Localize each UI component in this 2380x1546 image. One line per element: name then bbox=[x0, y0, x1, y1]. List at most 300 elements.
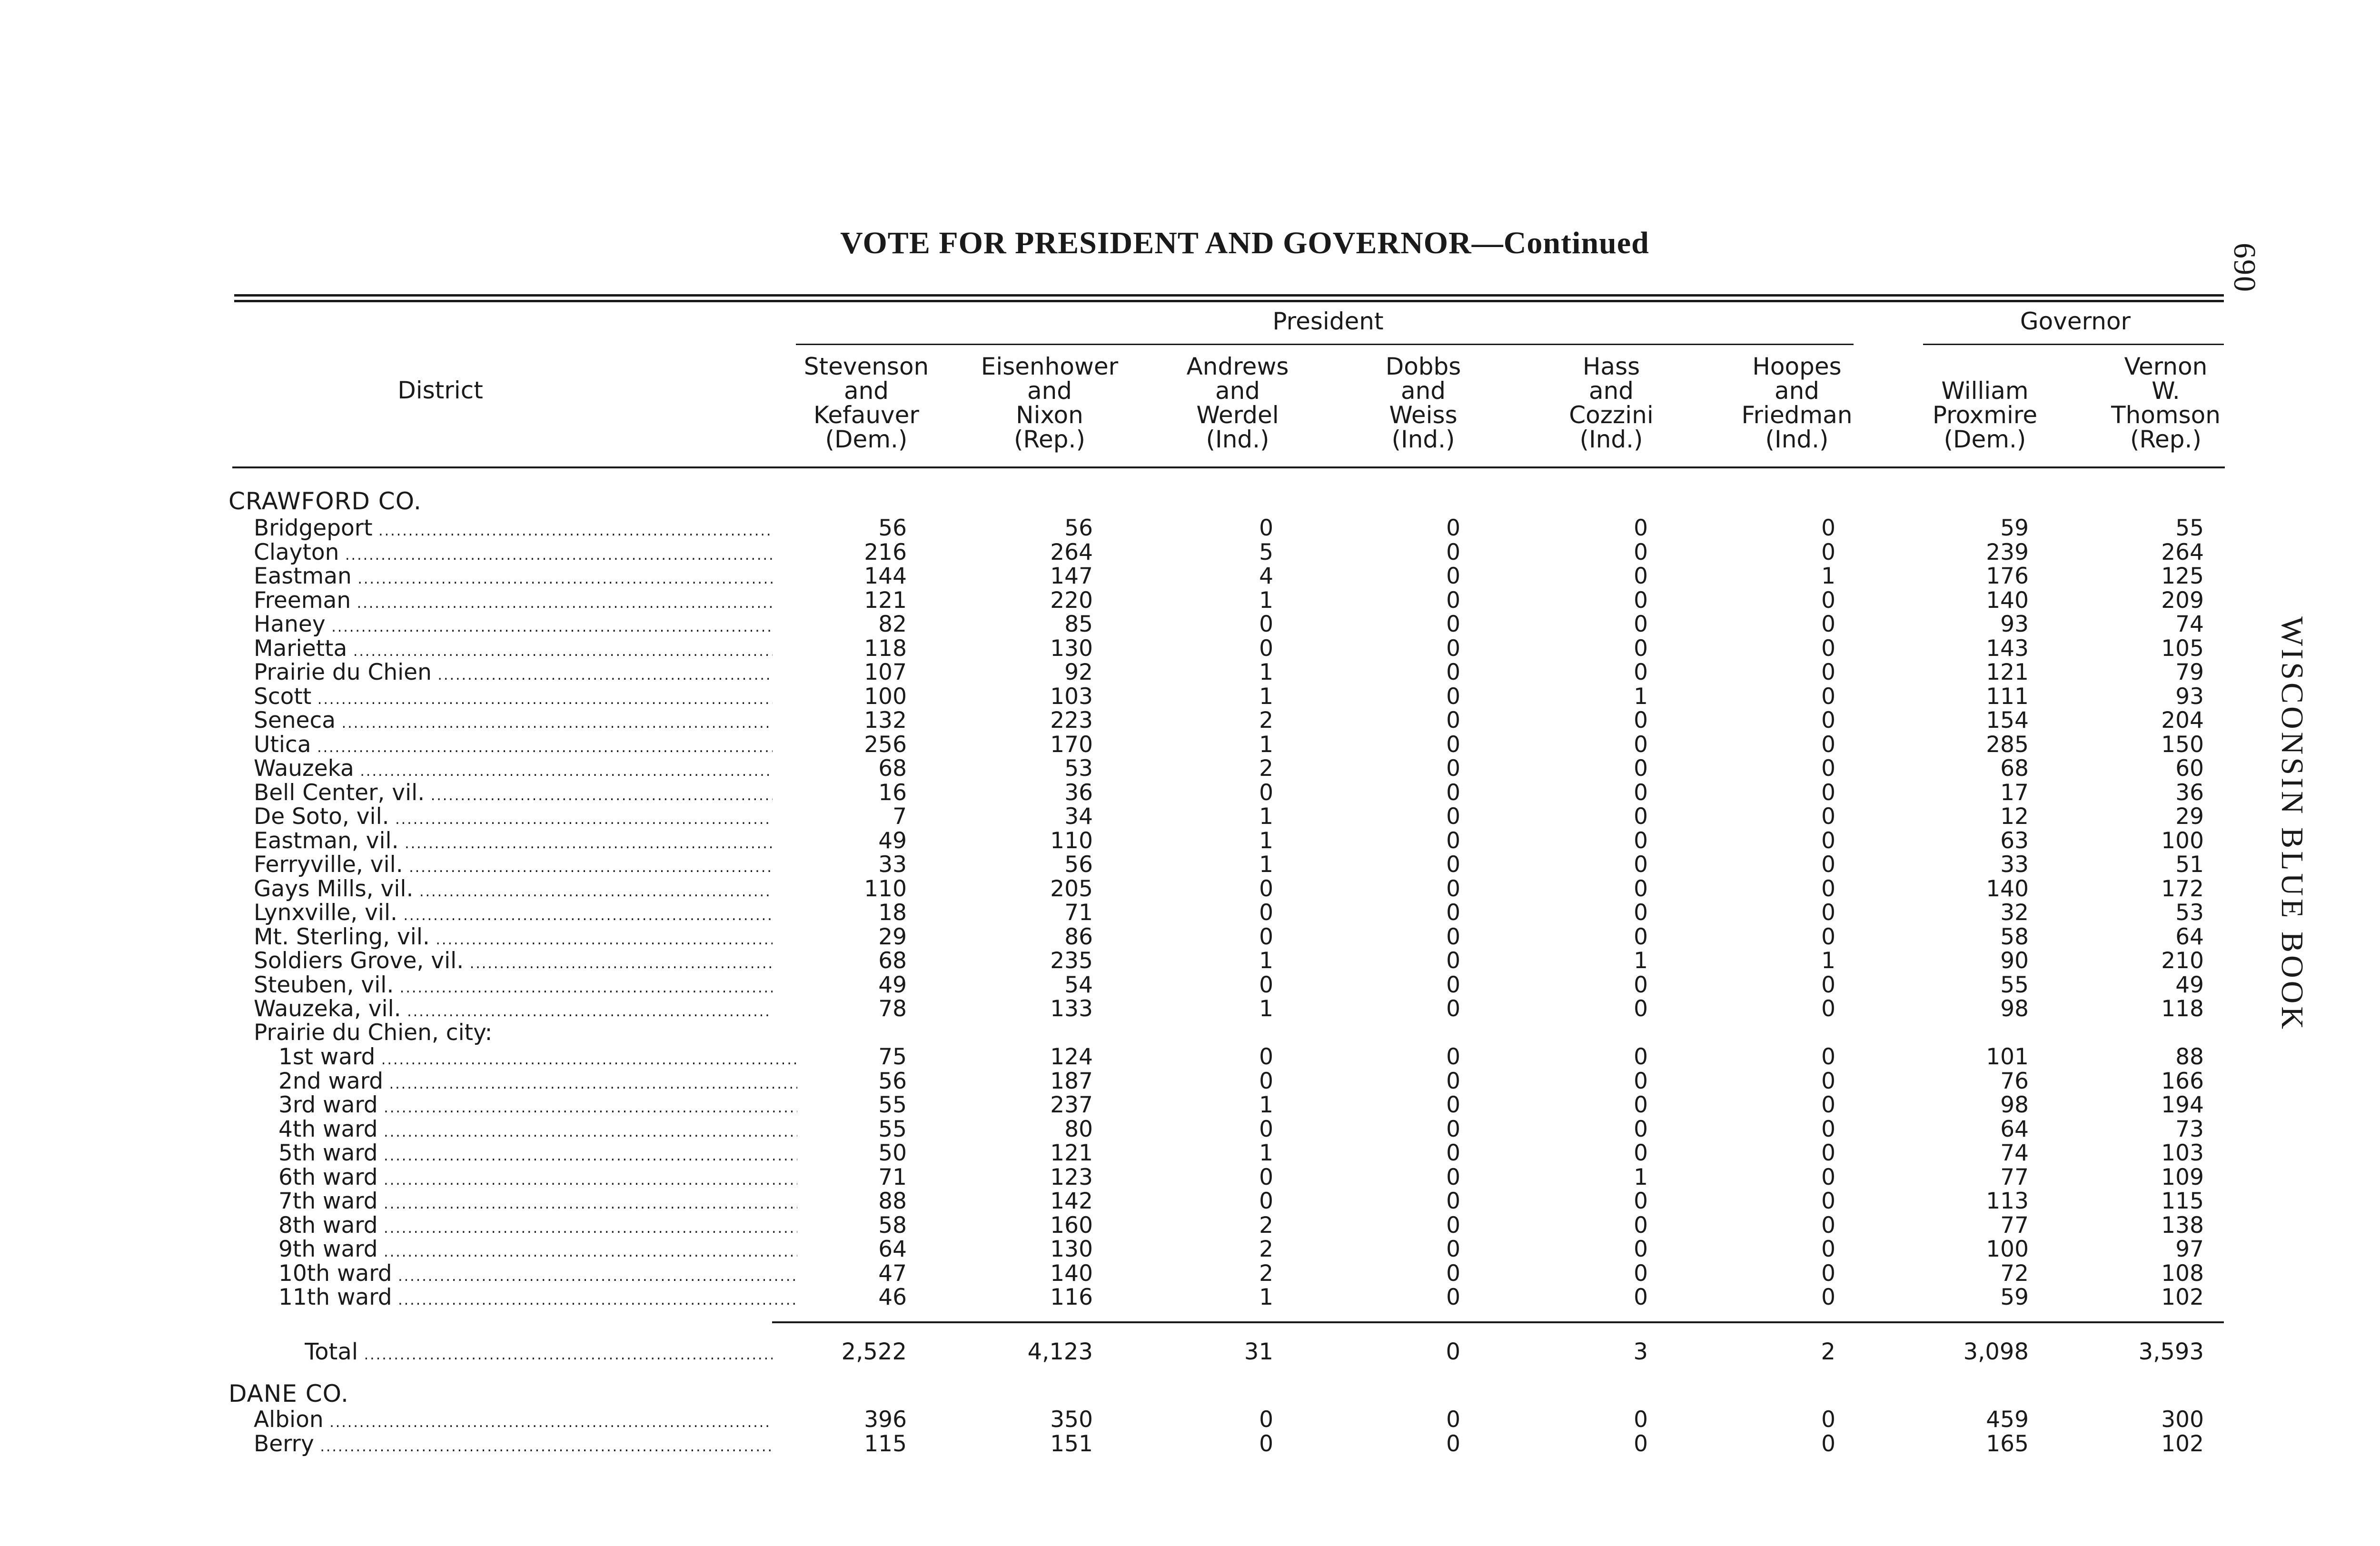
district-name: 2nd ward ..... bbox=[278, 1070, 797, 1094]
vote-cell: 0 bbox=[1259, 515, 1273, 541]
vote-cell: 1 bbox=[1821, 948, 1835, 974]
vote-cell: 63 bbox=[2000, 827, 2029, 854]
column-header-hass: Hass and Cozzini (Ind.) bbox=[1569, 353, 1654, 453]
vote-cell: 1 bbox=[1259, 827, 1273, 854]
table-row bbox=[0, 1045, 2380, 1070]
district-name: Steuben, vil. ..... bbox=[254, 973, 773, 998]
vote-cell: 0 bbox=[1446, 1407, 1460, 1433]
vote-cell: 1 bbox=[1259, 1140, 1273, 1166]
vote-cell: 2 bbox=[1259, 755, 1273, 782]
vote-cell: 0 bbox=[1634, 755, 1648, 782]
vote-cell: 0 bbox=[1821, 996, 1835, 1022]
table-row bbox=[0, 685, 2380, 709]
district-name: Prairie du Chien ..... bbox=[254, 661, 773, 685]
district-name: Scott ..... bbox=[254, 685, 773, 709]
vote-cell: 1 bbox=[1259, 659, 1273, 685]
vote-cell: 123 bbox=[1050, 1164, 1093, 1190]
table-row bbox=[0, 901, 2380, 925]
header-double-rule-top bbox=[234, 294, 2224, 297]
vote-cell: 0 bbox=[1634, 827, 1648, 854]
vote-cell: 55 bbox=[878, 1116, 907, 1142]
vote-cell: 0 bbox=[1634, 1407, 1648, 1433]
vote-cell: 77 bbox=[2000, 1164, 2029, 1190]
vote-cell: 0 bbox=[1821, 611, 1835, 637]
table-row bbox=[0, 925, 2380, 950]
vote-cell: 0 bbox=[1446, 683, 1460, 710]
vote-cell: 32 bbox=[2000, 900, 2029, 926]
crawford-rows bbox=[0, 516, 2380, 1021]
vote-cell: 109 bbox=[2161, 1164, 2204, 1190]
vote-cell: 0 bbox=[1821, 803, 1835, 830]
vote-cell: 7 bbox=[892, 803, 907, 830]
table-row bbox=[0, 1286, 2380, 1310]
vote-cell: 0 bbox=[1259, 875, 1273, 902]
vote-cell: 396 bbox=[864, 1407, 907, 1433]
vote-cell: 110 bbox=[1050, 827, 1093, 854]
vote-cell: 0 bbox=[1259, 1164, 1273, 1190]
district-name: 5th ward ..... bbox=[278, 1141, 797, 1166]
vote-cell: 90 bbox=[2000, 948, 2029, 974]
vote-cell: 1 bbox=[1634, 683, 1648, 710]
vote-cell: 121 bbox=[1986, 659, 2029, 685]
table-row bbox=[0, 757, 2380, 781]
vote-cell: 0 bbox=[1259, 635, 1273, 662]
vote-cell: 0 bbox=[1821, 827, 1835, 854]
vote-cell: 0 bbox=[1634, 1068, 1648, 1094]
vote-cell: 2 bbox=[1259, 1236, 1273, 1262]
vote-cell: 0 bbox=[1446, 996, 1460, 1022]
vote-cell: 55 bbox=[2000, 971, 2029, 998]
vote-cell: 0 bbox=[1634, 1140, 1648, 1166]
vote-cell: 0 bbox=[1821, 875, 1835, 902]
vote-cell: 0 bbox=[1259, 1430, 1273, 1457]
vote-cell: 59 bbox=[2000, 515, 2029, 541]
vote-cell: 1 bbox=[1259, 1284, 1273, 1310]
vote-cell: 113 bbox=[1986, 1188, 2029, 1214]
vote-cell: 0 bbox=[1634, 515, 1648, 541]
county-heading-crawford: CRAWFORD CO. bbox=[228, 487, 422, 515]
column-header-eisenhower: Eisenhower and Nixon (Rep.) bbox=[981, 353, 1119, 453]
vote-cell: 1 bbox=[1259, 1092, 1273, 1118]
vote-cell: 0 bbox=[1446, 707, 1460, 733]
vote-cell: 103 bbox=[2161, 1140, 2204, 1166]
vote-cell: 0 bbox=[1634, 587, 1648, 614]
district-name: 11th ward ..... bbox=[278, 1286, 797, 1310]
vote-cell: 0 bbox=[1446, 1044, 1460, 1070]
vote-cell: 121 bbox=[1050, 1140, 1093, 1166]
vote-cell: 0 bbox=[1821, 1236, 1835, 1262]
vote-cell: 59 bbox=[2000, 1284, 2029, 1310]
vote-cell: 204 bbox=[2161, 707, 2204, 733]
vote-cell: 0 bbox=[1634, 1188, 1648, 1214]
vote-cell: 132 bbox=[864, 707, 907, 733]
table-row bbox=[0, 1432, 2380, 1457]
vote-cell: 71 bbox=[1064, 900, 1093, 926]
governor-group-rule bbox=[1923, 344, 2224, 345]
vote-cell: 0 bbox=[1259, 971, 1273, 998]
vote-cell: 121 bbox=[864, 587, 907, 614]
vote-cell: 0 bbox=[1634, 1260, 1648, 1287]
vote-cell: 0 bbox=[1446, 1068, 1460, 1094]
vote-cell: 0 bbox=[1259, 1044, 1273, 1070]
vote-cell: 68 bbox=[2000, 755, 2029, 782]
vote-cell: 92 bbox=[1064, 659, 1093, 685]
vote-cell: 49 bbox=[878, 971, 907, 998]
column-header-thomson: Vernon W. Thomson (Rep.) bbox=[2111, 353, 2221, 453]
vote-cell: 0 bbox=[1821, 923, 1835, 950]
vote-cell: 285 bbox=[1986, 731, 2029, 758]
table-row bbox=[0, 1214, 2380, 1238]
vote-cell: 209 bbox=[2161, 587, 2204, 614]
vote-cell: 0 bbox=[1446, 755, 1460, 782]
vote-cell: 0 bbox=[1634, 707, 1648, 733]
vote-cell: 18 bbox=[878, 900, 907, 926]
vote-cell: 29 bbox=[878, 923, 907, 950]
vote-cell: 0 bbox=[1821, 755, 1835, 782]
vote-cell: 151 bbox=[1050, 1430, 1093, 1457]
vote-cell: 0 bbox=[1446, 803, 1460, 830]
vote-cell: 64 bbox=[2000, 1116, 2029, 1142]
vote-cell: 46 bbox=[878, 1284, 907, 1310]
vote-cell: 47 bbox=[878, 1260, 907, 1287]
vote-cell: 76 bbox=[2000, 1068, 2029, 1094]
total-cell: 3,098 bbox=[1963, 1338, 2029, 1365]
vote-cell: 56 bbox=[1064, 515, 1093, 541]
vote-cell: 36 bbox=[2175, 779, 2204, 806]
vote-cell: 118 bbox=[2161, 996, 2204, 1022]
total-row bbox=[0, 1338, 2380, 1366]
vote-cell: 0 bbox=[1634, 731, 1648, 758]
district-name: De Soto, vil. ..... bbox=[254, 805, 773, 829]
vote-cell: 0 bbox=[1634, 996, 1648, 1022]
vote-cell: 73 bbox=[2175, 1116, 2204, 1142]
vote-cell: 138 bbox=[2161, 1212, 2204, 1239]
vote-cell: 111 bbox=[1986, 683, 2029, 710]
vote-cell: 97 bbox=[2175, 1236, 2204, 1262]
crawford-city-heading bbox=[0, 1021, 2380, 1045]
vote-cell: 0 bbox=[1821, 852, 1835, 878]
district-name: Albion ..... bbox=[254, 1408, 773, 1432]
vote-cell: 64 bbox=[2175, 923, 2204, 950]
total-cell: 2,522 bbox=[841, 1338, 907, 1365]
vote-cell: 0 bbox=[1446, 1430, 1460, 1457]
table-row bbox=[0, 1141, 2380, 1166]
vote-cell: 0 bbox=[1821, 900, 1835, 926]
vote-cell: 49 bbox=[878, 827, 907, 854]
vote-cell: 220 bbox=[1050, 587, 1093, 614]
vote-cell: 0 bbox=[1821, 1212, 1835, 1239]
vote-cell: 0 bbox=[1821, 779, 1835, 806]
vote-cell: 118 bbox=[864, 635, 907, 662]
vote-cell: 0 bbox=[1821, 1116, 1835, 1142]
vote-cell: 2 bbox=[1259, 707, 1273, 733]
city-label: Prairie du Chien, city: bbox=[254, 1021, 493, 1045]
page-number: 690 bbox=[2227, 243, 2262, 293]
table-row bbox=[0, 1070, 2380, 1094]
vote-cell: 80 bbox=[1064, 1116, 1093, 1142]
vote-cell: 88 bbox=[2175, 1044, 2204, 1070]
vote-cell: 0 bbox=[1446, 539, 1460, 565]
table-row bbox=[0, 661, 2380, 685]
district-name: Bridgeport ..... bbox=[254, 516, 773, 541]
district-name: Eastman, vil. ..... bbox=[254, 829, 773, 853]
vote-cell: 0 bbox=[1821, 731, 1835, 758]
vote-cell: 0 bbox=[1821, 1284, 1835, 1310]
vote-cell: 55 bbox=[878, 1092, 907, 1118]
vote-cell: 0 bbox=[1634, 635, 1648, 662]
column-header-stevenson: Stevenson and Kefauver (Dem.) bbox=[803, 353, 929, 453]
vote-cell: 133 bbox=[1050, 996, 1093, 1022]
vote-cell: 0 bbox=[1446, 852, 1460, 878]
vote-cell: 0 bbox=[1446, 923, 1460, 950]
vote-cell: 264 bbox=[1050, 539, 1093, 565]
table-row bbox=[0, 829, 2380, 853]
vote-cell: 170 bbox=[1050, 731, 1093, 758]
vote-cell: 0 bbox=[1634, 803, 1648, 830]
vote-cell: 50 bbox=[878, 1140, 907, 1166]
district-name: 7th ward ..... bbox=[278, 1189, 797, 1214]
vote-cell: 165 bbox=[1986, 1430, 2029, 1457]
district-name: 6th ward ..... bbox=[278, 1166, 797, 1190]
vote-cell: 0 bbox=[1446, 611, 1460, 637]
table-row bbox=[0, 709, 2380, 733]
district-name: Freeman ..... bbox=[254, 589, 773, 613]
vote-cell: 0 bbox=[1259, 923, 1273, 950]
vote-cell: 85 bbox=[1064, 611, 1093, 637]
vote-cell: 1 bbox=[1259, 803, 1273, 830]
vote-cell: 77 bbox=[2000, 1212, 2029, 1239]
district-name: Clayton ..... bbox=[254, 541, 773, 565]
vote-cell: 1 bbox=[1259, 683, 1273, 710]
vote-cell: 98 bbox=[2000, 1092, 2029, 1118]
vote-cell: 33 bbox=[878, 852, 907, 878]
vote-cell: 216 bbox=[864, 539, 907, 565]
vote-cell: 2 bbox=[1259, 1212, 1273, 1239]
vote-cell: 0 bbox=[1634, 1044, 1648, 1070]
district-name: Ferryville, vil. ..... bbox=[254, 853, 773, 877]
vote-cell: 194 bbox=[2161, 1092, 2204, 1118]
column-header-proxmire: William Proxmire (Dem.) bbox=[1932, 377, 2038, 453]
vote-cell: 16 bbox=[878, 779, 907, 806]
vote-cell: 0 bbox=[1634, 900, 1648, 926]
vote-cell: 0 bbox=[1446, 659, 1460, 685]
table-row bbox=[0, 1408, 2380, 1432]
district-name: 4th ward ..... bbox=[278, 1118, 797, 1142]
district-name: 1st ward ..... bbox=[278, 1045, 797, 1070]
vote-cell: 147 bbox=[1050, 563, 1093, 589]
vote-cell: 107 bbox=[864, 659, 907, 685]
vote-cell: 58 bbox=[2000, 923, 2029, 950]
vote-cell: 0 bbox=[1446, 635, 1460, 662]
table-row bbox=[0, 781, 2380, 805]
vote-cell: 0 bbox=[1446, 587, 1460, 614]
total-cell: 2 bbox=[1821, 1338, 1835, 1365]
president-group-label: President bbox=[1272, 307, 1384, 335]
total-cell: 0 bbox=[1446, 1338, 1460, 1365]
vote-cell: 0 bbox=[1446, 900, 1460, 926]
vote-cell: 55 bbox=[2175, 515, 2204, 541]
district-name: Wauzeka, vil. ..... bbox=[254, 997, 773, 1021]
vote-cell: 68 bbox=[878, 755, 907, 782]
vote-cell: 4 bbox=[1259, 563, 1273, 589]
table-row bbox=[0, 949, 2380, 973]
vote-cell: 0 bbox=[1446, 515, 1460, 541]
table-row bbox=[0, 1262, 2380, 1286]
vote-cell: 0 bbox=[1446, 779, 1460, 806]
table-row bbox=[0, 613, 2380, 637]
total-cell: 31 bbox=[1244, 1338, 1273, 1365]
vote-cell: 0 bbox=[1259, 1068, 1273, 1094]
vote-cell: 56 bbox=[878, 1068, 907, 1094]
table-row bbox=[0, 541, 2380, 565]
district-name: 9th ward ..... bbox=[278, 1238, 797, 1262]
vote-cell: 256 bbox=[864, 731, 907, 758]
vote-cell: 0 bbox=[1821, 587, 1835, 614]
vote-cell: 116 bbox=[1050, 1284, 1093, 1310]
vote-cell: 33 bbox=[2000, 852, 2029, 878]
table-row bbox=[0, 565, 2380, 589]
vote-cell: 93 bbox=[2000, 611, 2029, 637]
vote-cell: 0 bbox=[1821, 707, 1835, 733]
vote-cell: 1 bbox=[1259, 948, 1273, 974]
district-name: Utica ..... bbox=[254, 733, 773, 757]
table-row bbox=[0, 1189, 2380, 1214]
vote-cell: 100 bbox=[1986, 1236, 2029, 1262]
vote-cell: 0 bbox=[1259, 779, 1273, 806]
vote-cell: 51 bbox=[2175, 852, 2204, 878]
header-bottom-rule bbox=[232, 466, 2225, 468]
vote-cell: 235 bbox=[1050, 948, 1093, 974]
county-heading-dane: DANE CO. bbox=[228, 1380, 349, 1407]
vote-cell: 187 bbox=[1050, 1068, 1093, 1094]
vote-cell: 71 bbox=[878, 1164, 907, 1190]
vote-cell: 102 bbox=[2161, 1284, 2204, 1310]
vote-cell: 205 bbox=[1050, 875, 1093, 902]
vote-cell: 79 bbox=[2175, 659, 2204, 685]
vote-cell: 0 bbox=[1446, 971, 1460, 998]
vote-cell: 0 bbox=[1821, 1164, 1835, 1190]
vote-cell: 56 bbox=[878, 515, 907, 541]
vote-cell: 5 bbox=[1259, 539, 1273, 565]
vote-cell: 93 bbox=[2175, 683, 2204, 710]
table-row bbox=[0, 1238, 2380, 1262]
vote-cell: 60 bbox=[2175, 755, 2204, 782]
vote-cell: 0 bbox=[1821, 635, 1835, 662]
header-double-rule-bottom bbox=[234, 300, 2224, 302]
vote-cell: 140 bbox=[1050, 1260, 1093, 1287]
vote-cell: 0 bbox=[1821, 1140, 1835, 1166]
district-name: Seneca ..... bbox=[254, 709, 773, 733]
vote-cell: 1 bbox=[1634, 1164, 1648, 1190]
vote-cell: 0 bbox=[1821, 1430, 1835, 1457]
vote-cell: 115 bbox=[864, 1430, 907, 1457]
running-book-title: WISCONSIN BLUE BOOK bbox=[2275, 616, 2310, 1032]
vote-cell: 0 bbox=[1446, 1092, 1460, 1118]
vote-cell: 0 bbox=[1634, 1092, 1648, 1118]
vote-cell: 210 bbox=[2161, 948, 2204, 974]
vote-cell: 239 bbox=[1986, 539, 2029, 565]
table-row bbox=[0, 1166, 2380, 1190]
table-row bbox=[0, 1118, 2380, 1142]
vote-cell: 150 bbox=[2161, 731, 2204, 758]
vote-cell: 0 bbox=[1259, 1188, 1273, 1214]
total-label: Total ..... bbox=[305, 1338, 773, 1366]
vote-cell: 0 bbox=[1634, 563, 1648, 589]
vote-cell: 54 bbox=[1064, 971, 1093, 998]
vote-cell: 1 bbox=[1259, 731, 1273, 758]
table-row bbox=[0, 973, 2380, 998]
vote-cell: 72 bbox=[2000, 1260, 2029, 1287]
vote-cell: 88 bbox=[878, 1188, 907, 1214]
table-row bbox=[0, 853, 2380, 877]
vote-cell: 0 bbox=[1821, 659, 1835, 685]
vote-cell: 130 bbox=[1050, 1236, 1093, 1262]
vote-cell: 459 bbox=[1986, 1407, 2029, 1433]
vote-cell: 0 bbox=[1821, 1044, 1835, 1070]
vote-cell: 0 bbox=[1634, 1284, 1648, 1310]
district-name: Soldiers Grove, vil. ..... bbox=[254, 949, 773, 973]
vote-cell: 105 bbox=[2161, 635, 2204, 662]
vote-cell: 98 bbox=[2000, 996, 2029, 1022]
column-header-hoopes: Hoopes and Friedman (Ind.) bbox=[1741, 353, 1853, 453]
district-name: 10th ward ..... bbox=[278, 1262, 797, 1286]
vote-cell: 0 bbox=[1446, 1284, 1460, 1310]
vote-cell: 2 bbox=[1259, 1260, 1273, 1287]
vote-cell: 0 bbox=[1634, 659, 1648, 685]
vote-cell: 53 bbox=[1064, 755, 1093, 782]
table-row bbox=[0, 516, 2380, 541]
table-row bbox=[0, 877, 2380, 902]
vote-cell: 0 bbox=[1821, 1092, 1835, 1118]
district-name: 3rd ward ..... bbox=[278, 1093, 797, 1118]
table-row bbox=[0, 589, 2380, 613]
total-rule bbox=[772, 1321, 2224, 1323]
vote-cell: 1 bbox=[1259, 852, 1273, 878]
president-group-rule bbox=[796, 344, 1854, 345]
column-header-andrews: Andrews and Werdel (Ind.) bbox=[1186, 353, 1289, 453]
vote-cell: 154 bbox=[1986, 707, 2029, 733]
vote-cell: 0 bbox=[1259, 1116, 1273, 1142]
vote-cell: 160 bbox=[1050, 1212, 1093, 1239]
vote-cell: 125 bbox=[2161, 563, 2204, 589]
vote-cell: 140 bbox=[1986, 587, 2029, 614]
vote-cell: 0 bbox=[1446, 1188, 1460, 1214]
vote-cell: 56 bbox=[1064, 852, 1093, 878]
vote-cell: 166 bbox=[2161, 1068, 2204, 1094]
table-row bbox=[0, 997, 2380, 1021]
crawford-ward-rows bbox=[0, 1045, 2380, 1310]
vote-cell: 300 bbox=[2161, 1407, 2204, 1433]
vote-cell: 75 bbox=[878, 1044, 907, 1070]
vote-cell: 0 bbox=[1446, 1164, 1460, 1190]
vote-cell: 0 bbox=[1446, 731, 1460, 758]
total-cell: 4,123 bbox=[1027, 1338, 1093, 1365]
district-name: Haney ..... bbox=[254, 613, 773, 637]
vote-cell: 53 bbox=[2175, 900, 2204, 926]
vote-cell: 49 bbox=[2175, 971, 2204, 998]
vote-cell: 0 bbox=[1634, 852, 1648, 878]
page-title: VOTE FOR PRESIDENT AND GOVERNOR—Continued bbox=[840, 226, 1649, 260]
district-name: Berry ..... bbox=[254, 1432, 773, 1457]
vote-cell: 0 bbox=[1446, 948, 1460, 974]
vote-cell: 0 bbox=[1446, 1260, 1460, 1287]
vote-cell: 0 bbox=[1259, 1407, 1273, 1433]
vote-cell: 0 bbox=[1634, 1212, 1648, 1239]
vote-cell: 102 bbox=[2161, 1430, 2204, 1457]
vote-cell: 0 bbox=[1634, 923, 1648, 950]
vote-cell: 0 bbox=[1821, 515, 1835, 541]
vote-cell: 0 bbox=[1259, 900, 1273, 926]
